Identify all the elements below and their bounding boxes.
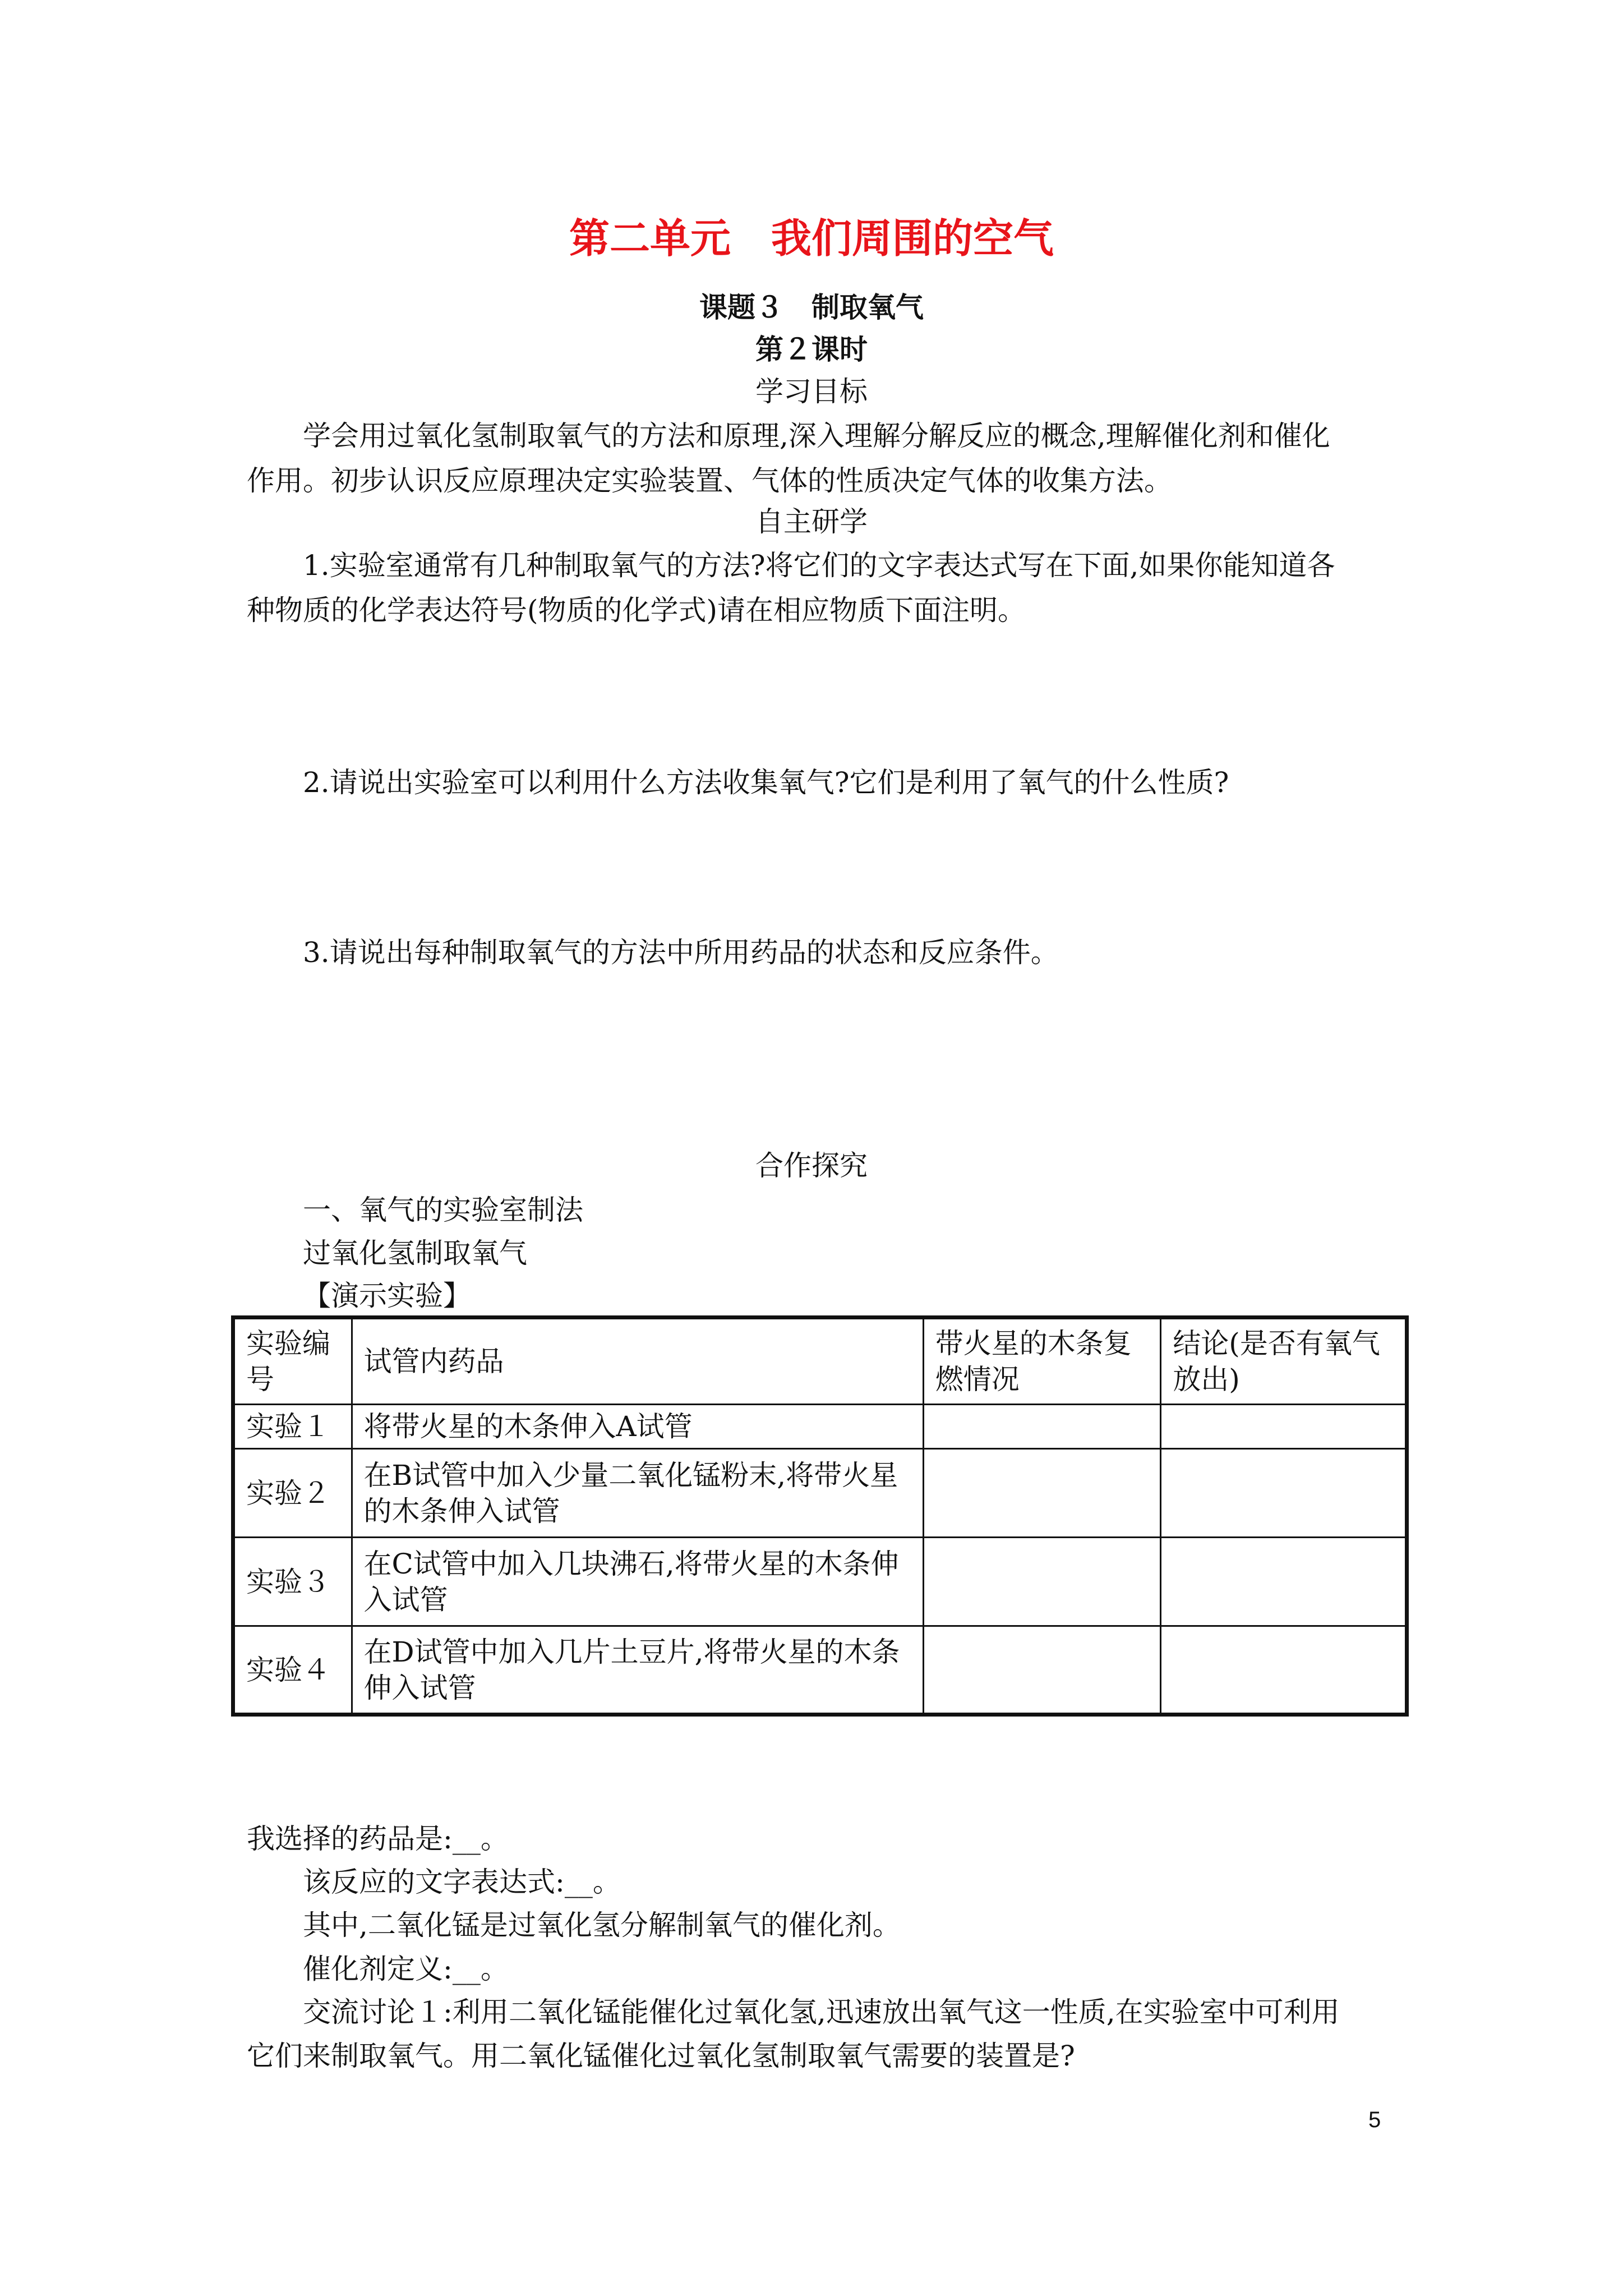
table-header-row xyxy=(233,1318,1407,1405)
catalyst-definition-line: 催化剂定义:__。 xyxy=(303,1953,509,1985)
catalyst-note: 其中,二氧化锰是过氧化氢分解制氧气的催化剂。 xyxy=(303,1909,901,1941)
table-row xyxy=(233,1538,1407,1626)
reignite-cell[interactable] xyxy=(923,1626,1161,1715)
table-row xyxy=(233,1626,1407,1715)
experiment-id: 实验３ xyxy=(233,1538,352,1626)
experiment-id: 实验４ xyxy=(233,1626,352,1715)
cooperation-heading: 合作探究 xyxy=(755,1149,868,1182)
reagent-cell: 在D试管中加入几片土豆片,将带火星的木条伸入试管 xyxy=(352,1626,923,1715)
word-equation-line: 该反应的文字表达式:__。 xyxy=(303,1866,621,1898)
lesson-title: 课题３ 制取氧气 xyxy=(699,291,924,324)
experiment-id: 实验２ xyxy=(233,1449,352,1538)
experiment-table xyxy=(231,1315,1409,1717)
reignite-cell[interactable] xyxy=(923,1538,1161,1626)
section-oxygen-lab-prep: 一、氧气的实验室制法 xyxy=(303,1194,583,1226)
self-study-heading: 自主研学 xyxy=(755,505,868,538)
question-1-line-1: 1.实验室通常有几种制取氧气的方法?将它们的文字表达式写在下面,如果你能知道各 xyxy=(303,549,1335,582)
experiment-id: 实验１ xyxy=(233,1405,352,1449)
question-1-line-2: 种物质的化学表达符号(物质的化学式)请在相应物质下面注明。 xyxy=(247,594,1026,627)
period-title: 第２课时 xyxy=(755,333,868,366)
header-reagent: 试管内药品 xyxy=(352,1318,923,1405)
chosen-reagent-line: 我选择的药品是:__。 xyxy=(247,1823,509,1855)
section-hydrogen-peroxide: 过氧化氢制取氧气 xyxy=(303,1237,527,1269)
reignite-cell[interactable] xyxy=(923,1405,1161,1449)
question-2: 2.请说出实验室可以利用什么方法收集氧气?它们是利用了氧气的什么性质? xyxy=(303,766,1229,799)
reignite-cell[interactable] xyxy=(923,1449,1161,1538)
discussion-line-2: 它们来制取氧气。用二氧化锰催化过氧化氢制取氧气需要的装置是? xyxy=(247,2040,1075,2072)
conclusion-cell[interactable] xyxy=(1161,1405,1407,1449)
reagent-cell: 在C试管中加入几块沸石,将带火星的木条伸入试管 xyxy=(352,1538,923,1626)
table-row xyxy=(233,1405,1407,1449)
reagent-cell: 将带火星的木条伸入A试管 xyxy=(352,1405,923,1449)
table-row xyxy=(233,1449,1407,1538)
discussion-line-1: 交流讨论１:利用二氧化锰能催化过氧化氢,迅速放出氧气这一性质,在实验室中可利用 xyxy=(303,1996,1340,2028)
conclusion-cell[interactable] xyxy=(1161,1626,1407,1715)
conclusion-cell[interactable] xyxy=(1161,1538,1407,1626)
header-conclusion: 结论(是否有氧气放出) xyxy=(1161,1318,1407,1405)
demo-experiment-label: 【演示实验】 xyxy=(303,1280,471,1312)
header-experiment-id: 实验编号 xyxy=(233,1318,352,1405)
reagent-cell: 在B试管中加入少量二氧化锰粉末,将带火星的木条伸入试管 xyxy=(352,1449,923,1538)
objectives-line-1: 学会用过氧化氢制取氧气的方法和原理,深入理解分解反应的概念,理解催化剂和催化 xyxy=(303,420,1330,452)
objectives-heading: 学习目标 xyxy=(755,375,868,408)
unit-title: 第二单元 我们周围的空气 xyxy=(569,214,1054,262)
conclusion-cell[interactable] xyxy=(1161,1449,1407,1538)
page-number: 5 xyxy=(1368,2108,1381,2132)
question-3: 3.请说出每种制取氧气的方法中所用药品的状态和反应条件。 xyxy=(303,936,1059,969)
header-reignite: 带火星的木条复燃情况 xyxy=(923,1318,1161,1405)
objectives-line-2: 作用。初步认识反应原理决定实验装置、气体的性质决定气体的收集方法。 xyxy=(247,464,1172,497)
